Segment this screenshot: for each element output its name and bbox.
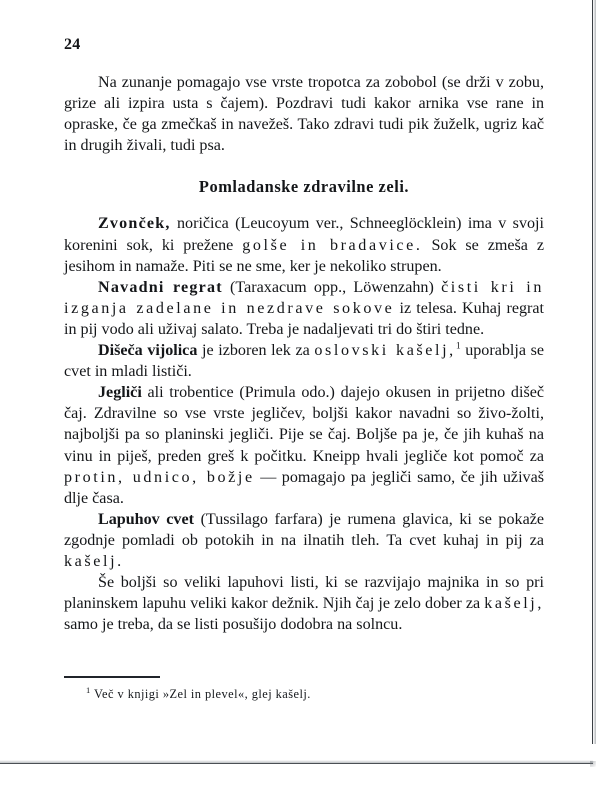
scan-edge-right: [592, 0, 593, 744]
entry-emphasis-navadni-regrat: čisti kri in izganja zadelane in nezdrave sokove: [64, 278, 544, 317]
scan-corner-shadow: [590, 761, 596, 767]
paragraph-intro-text: Na zunanje pomagajo vse vrste tropotca za zobobol (se drži v zobu, grize ali izpira usta s čajem). Pozdravi tudi kakor arnika vse rane in opraske, če ga zmečkaš in navežeš. Tako zdravi tudi pik žuželk, ugriz kač in drugih živali, tudi psa.: [64, 74, 544, 155]
entry-text-jeglici-2: — pomagajo pa jegliči samo, če jih uživaš dlje časa.: [64, 468, 544, 507]
footnote-marker: 1: [86, 684, 91, 695]
entry-zvoncek: [64, 213, 544, 276]
entry-text-jeglici-1: ali trobentice (Primula odo.) dajejo okusen in prijetno dišeč čaj. Zdravilne so vse vrste jegličev, boljši kakor navadni so živo-žolti, najboljši pa so planinski jegliči. Pije se čaj. Boljše pa je, če jih kuhaš na vinu in piješ, preden greš k počitku. Kneipp hvali jegliče kot pomoč za: [64, 384, 544, 465]
entry-lapuhov-cvet: [64, 509, 544, 572]
entry-emphasis-lapuhov-cvet: kašelj.: [64, 552, 124, 570]
entry-text-navadni-regrat-2: iz telesa. Kuhaj regrat in pij vodo ali uživaj salato. Treba je nadaljevati tri do štiri tedne.: [64, 299, 544, 338]
footnote-separator-rule: [64, 676, 160, 678]
entry-term-zvoncek: Zvonček,: [98, 215, 171, 233]
page-textblock: [64, 72, 544, 635]
entry-text-navadni-regrat-1: (Taraxacum opp., Löwenzahn): [222, 278, 442, 296]
footnote: [64, 686, 544, 703]
entry-term-diseca-vijolica: Dišeča vijolica: [98, 342, 198, 360]
paragraph-closing: [64, 572, 544, 635]
paragraph-closing-emphasis: kašelj,: [484, 595, 544, 613]
entry-text-lapuhov-cvet-1: (Tussilago farfara) je rumena glavica, ki se pokaže zgodnje pomladi ob potokih in na ilnatih tleh. Ta cvet kuhaj in pij za: [64, 510, 544, 549]
footnote-text: Več v knjigi »Zel in plevel«, glej kašelj.: [90, 687, 311, 701]
entry-emphasis-jeglici: protin, udnico, božje: [64, 468, 255, 486]
entry-navadni-regrat: [64, 277, 544, 340]
entry-text-diseca-vijolica-2: uporablja se cvet in mladi lističi.: [64, 342, 545, 381]
paragraph-closing-text-2: samo je treba, da se listi posušijo dodobra na solncu.: [64, 616, 403, 634]
page-number: 24: [64, 36, 81, 53]
footnote-reference-marker: 1: [455, 341, 461, 352]
entry-term-lapuhov-cvet: Lapuhov cvet: [98, 510, 194, 528]
entry-term-jeglici: Jegliči: [98, 384, 142, 402]
entry-text-zvoncek-2: Sok se zmeša z jesihom in namaže. Piti se ne sme, ker je nekoliko strupen.: [64, 236, 544, 275]
entry-jeglici: [64, 382, 544, 509]
section-heading: Pomladanske zdravilne zeli.: [198, 177, 410, 197]
scan-edge-shadow-right: [593, 0, 596, 744]
paragraph-closing-text-1: Še boljši so veliki lapuhovi listi, ki se razvijajo majnika in so pri planinskem lapuhu veliki kakor dežnik. Njih čaj je zelo dober za: [64, 574, 544, 613]
scan-edge-bottom: [0, 763, 593, 764]
entry-emphasis-zvoncek: golše in bradavice.: [242, 236, 423, 254]
entry-text-zvoncek-1: noričica (Leucoyum ver., Schneeglöcklein) ima v svoji korenini sok, ki prežene: [64, 215, 544, 254]
paragraph-intro: [64, 72, 544, 156]
entry-emphasis-diseca-vijolica: oslovski kašelj,: [314, 342, 456, 360]
entry-term-navadni-regrat: Navadni regrat: [98, 278, 223, 296]
entry-diseca-vijolica: [64, 340, 544, 382]
entry-text-diseca-vijolica-1: je izboren lek za: [197, 342, 315, 360]
